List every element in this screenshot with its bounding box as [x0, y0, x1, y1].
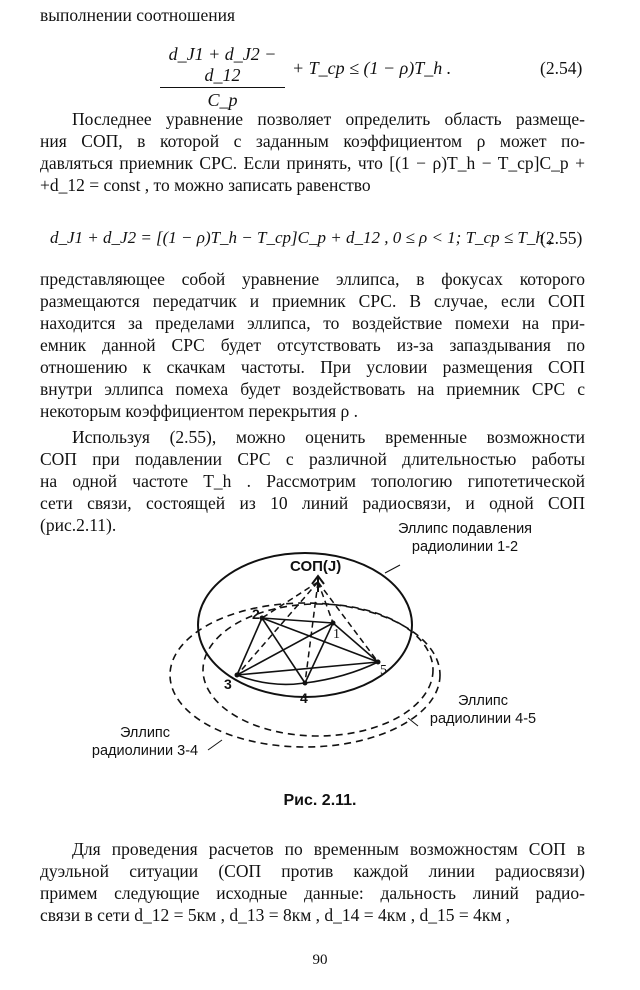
node-points [235, 616, 381, 686]
label-line: радиолинии 3-4 [91, 743, 199, 759]
jam-link-2 [262, 582, 318, 618]
text-line: представляющее собой уравнение эллипса, в фокусах которого [40, 269, 585, 289]
link-3-4 [237, 675, 305, 684]
node-3-point [235, 673, 240, 678]
label-line: радиолинии 1-2 [411, 539, 519, 555]
node-4-point [303, 681, 308, 686]
text-line: дуэльной ситуации (СОП против каждой линии радиосвязи) [40, 861, 585, 881]
equation-2-54-fraction [160, 44, 285, 111]
label-ellipse-12 [380, 520, 550, 556]
text-line: некоторым коэффициентом перекрытия ρ . [40, 401, 359, 421]
node-3-label: 3 [224, 676, 232, 692]
text-line: сети связи, состоящей из 10 линий радиосвязи, и одной СОП [40, 493, 585, 513]
leader-ellipse-12 [385, 565, 400, 573]
node-5-label: 5 [380, 663, 387, 678]
node-1-point [331, 621, 336, 626]
text-line: размещаются передатчик и приемник СРС. В случае, если СОП [40, 291, 585, 311]
leader-ellipse-34 [208, 740, 222, 750]
fraction-denominator: C_р [207, 90, 238, 110]
label-line: радиолинии 4-5 [429, 711, 537, 727]
figure-2-11 [0, 500, 640, 790]
text-line: СОП при подавлении СРС с различной длительностью работы [40, 449, 585, 469]
ellipse-link-4-5 [203, 604, 433, 736]
text-line: +d_12 = const , то можно записать равенство [40, 175, 371, 195]
label-line: Эллипс [457, 693, 509, 709]
node-2-label: 2 [252, 606, 260, 622]
ellipse-link-3-4 [170, 603, 440, 747]
text-line: отношению к скачкам частоты. При условии размещения СОП [40, 357, 585, 377]
text-line: примем следующие исходные данные: дальность линий радио- [40, 883, 585, 903]
text-line: ния СОП, в которой с заданным коэффициентом ρ может по- [40, 131, 585, 151]
node-4-label: 4 [300, 690, 308, 706]
equation-number: (2.55) [540, 228, 583, 248]
link-2-3 [237, 618, 262, 675]
node-1-label: 1 [333, 627, 340, 642]
text-line: Последнее уравнение позволяет определить область размеще- [72, 109, 585, 129]
text-line: выполнении соотношения [40, 5, 236, 25]
label-ellipse-45 [418, 692, 548, 728]
jammer-label: СОП(J) [290, 558, 342, 575]
node-2-point [260, 616, 265, 621]
page-number: 90 [312, 952, 328, 968]
jam-link-3 [237, 582, 318, 675]
text-line: Используя (2.55), можно оценить временные возможности [72, 427, 585, 447]
leader-ellipse-45 [408, 718, 418, 726]
label-line: Эллипс [119, 725, 171, 741]
jam-link-1 [318, 582, 333, 623]
text-line: (рис.2.11). [40, 515, 117, 535]
text-line: давляться приемник СРС. Если принять, что [(1 − ρ)T_h − T_ср]C_р + [40, 153, 585, 173]
text-line: находится за пределами эллипса, то воздействие помехи на при- [40, 313, 585, 333]
fraction-numerator: d_J1 + d_J2 − d_12 [160, 44, 285, 88]
equation-2-55: d_J1 + d_J2 = [(1 − ρ)T_h − T_ср]C_р + d_12 , 0 ≤ ρ < 1; T_ср ≤ T_h , [50, 228, 553, 247]
text-line: на одной частоте T_h . Рассмотрим топологию гипотетической [40, 471, 585, 491]
text-line: связи в сети d_12 = 5км , d_13 = 8км , d_14 = 4км , d_15 = 4км , [40, 905, 511, 925]
equation-2-54-rest: + T_ср ≤ (1 − ρ)T_h . [292, 58, 452, 78]
label-ellipse-34 [80, 724, 210, 760]
label-line: Эллипс подавления [397, 521, 533, 537]
text-line: внутри эллипса помеха будет воздействовать на приемник СРС с [40, 379, 585, 399]
figure-caption: Рис. 2.11. [283, 792, 357, 809]
equation-number: (2.54) [540, 58, 583, 78]
text-line: Для проведения расчетов по временным возможностям СОП в [72, 839, 585, 859]
text-line: емник данной СРС будет отсутствовать из-за запаздывания по [40, 335, 585, 355]
